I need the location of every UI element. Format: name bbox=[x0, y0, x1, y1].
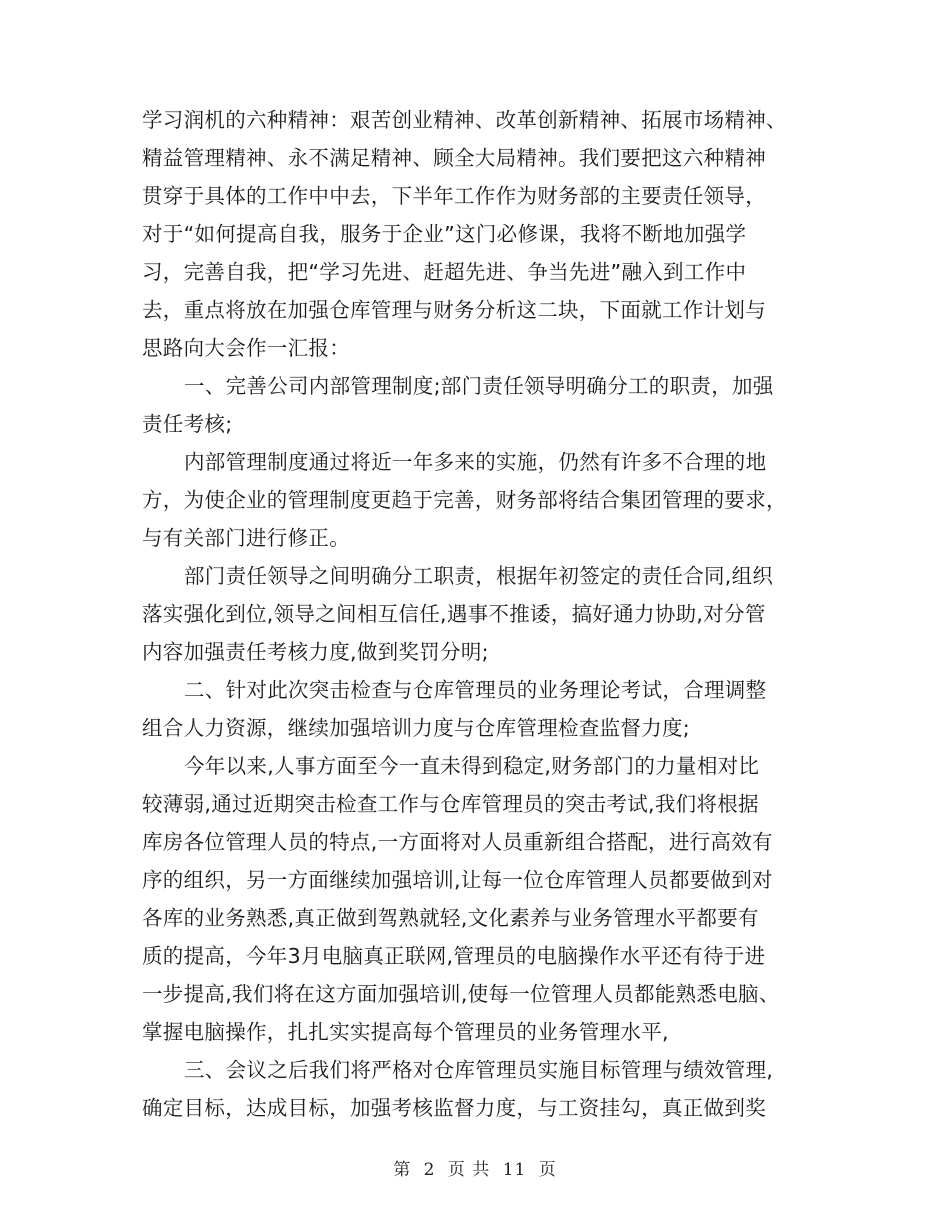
text-line: 与有关部门进行修正。 bbox=[142, 526, 350, 550]
footer-page-number: 2 bbox=[423, 1160, 436, 1180]
text-line: 精益管理精神、永不满足精神、顾全大局精神。我们要把这六种精神 bbox=[142, 146, 766, 170]
text-line: 去，重点将放在加强仓库管理与财务分析这二块，下面就工作计划与 bbox=[142, 298, 766, 322]
text-line: 今年以来,人事方面至今一直未得到稳定,财务部门的力量相对比 bbox=[184, 754, 760, 778]
footer-suffix: 页 bbox=[538, 1160, 557, 1180]
text-line: 学习润机的六种精神：艰苦创业精神、改革创新精神、拓展市场精神、 bbox=[142, 108, 787, 132]
text-line: 确定目标，达成目标，加强考核监督力度，与工资挂勾，真正做到奖 bbox=[142, 1096, 766, 1120]
text-line: 贯穿于具体的工作中中去，下半年工作作为财务部的主要责任领导， bbox=[142, 184, 766, 208]
text-line: 质的提高，今年3月电脑真正联网,管理员的电脑操作水平还有待于进 bbox=[142, 944, 766, 968]
text-line: 方，为使企业的管理制度更趋于完善，财务部将结合集团管理的要求， bbox=[142, 488, 787, 512]
text-line: 对于“如何提高自我，服务于企业”这门必修课，我将不断地加强学 bbox=[142, 222, 747, 246]
text-line: 习，完善自我，把“学习先进、赶超先进、争当先进”融入到工作中 bbox=[142, 260, 747, 284]
text-line: 落实强化到位,领导之间相互信任,遇事不推诿，搞好通力协助,对分管 bbox=[142, 602, 766, 626]
text-line: 内容加强责任考核力度,做到奖罚分明; bbox=[142, 640, 489, 664]
document-body bbox=[142, 101, 810, 1127]
text-line: 二、针对此次突击检查与仓库管理员的业务理论考试，合理调整 bbox=[184, 678, 767, 702]
footer-prefix: 第 bbox=[393, 1160, 412, 1180]
footer-total-pages: 11 bbox=[502, 1160, 527, 1180]
text-line: 内部管理制度通过将近一年多来的实施，仍然有许多不合理的地 bbox=[184, 450, 767, 474]
text-line: 组合人力资源，继续加强培训力度与仓库管理检查监督力度; bbox=[142, 716, 691, 740]
text-line: 掌握电脑操作，扎扎实实提高每个管理员的业务管理水平, bbox=[142, 1020, 669, 1044]
text-line: 一、完善公司内部管理制度;部门责任领导明确分工的职责，加强 bbox=[184, 374, 774, 398]
text-line: 较薄弱,通过近期突击检查工作与仓库管理员的突击考试,我们将根据 bbox=[142, 792, 759, 816]
text-line: 各库的业务熟悉,真正做到驾熟就轻,文化素养与业务管理水平都要有 bbox=[142, 906, 759, 930]
footer-middle: 页 共 bbox=[447, 1160, 491, 1180]
text-line: 三、会议之后我们将严格对仓库管理员实施目标管理与绩效管理, bbox=[184, 1058, 774, 1082]
page-footer bbox=[0, 1155, 950, 1180]
text-line: 思路向大会作一汇报： bbox=[142, 336, 350, 360]
text-line: 部门责任领导之间明确分工职责，根据年初签定的责任合同,组织 bbox=[184, 564, 774, 588]
text-line: 一步提高,我们将在这方面加强培训,使每一位管理人员都能熟悉电脑、 bbox=[142, 982, 780, 1006]
text-line: 序的组织，另一方面继续加强培训,让每一位仓库管理人员都要做到对 bbox=[142, 868, 773, 892]
text-line: 责任考核; bbox=[142, 412, 233, 436]
text-line: 库房各位管理人员的特点,一方面将对人员重新组合搭配，进行高效有 bbox=[142, 830, 773, 854]
